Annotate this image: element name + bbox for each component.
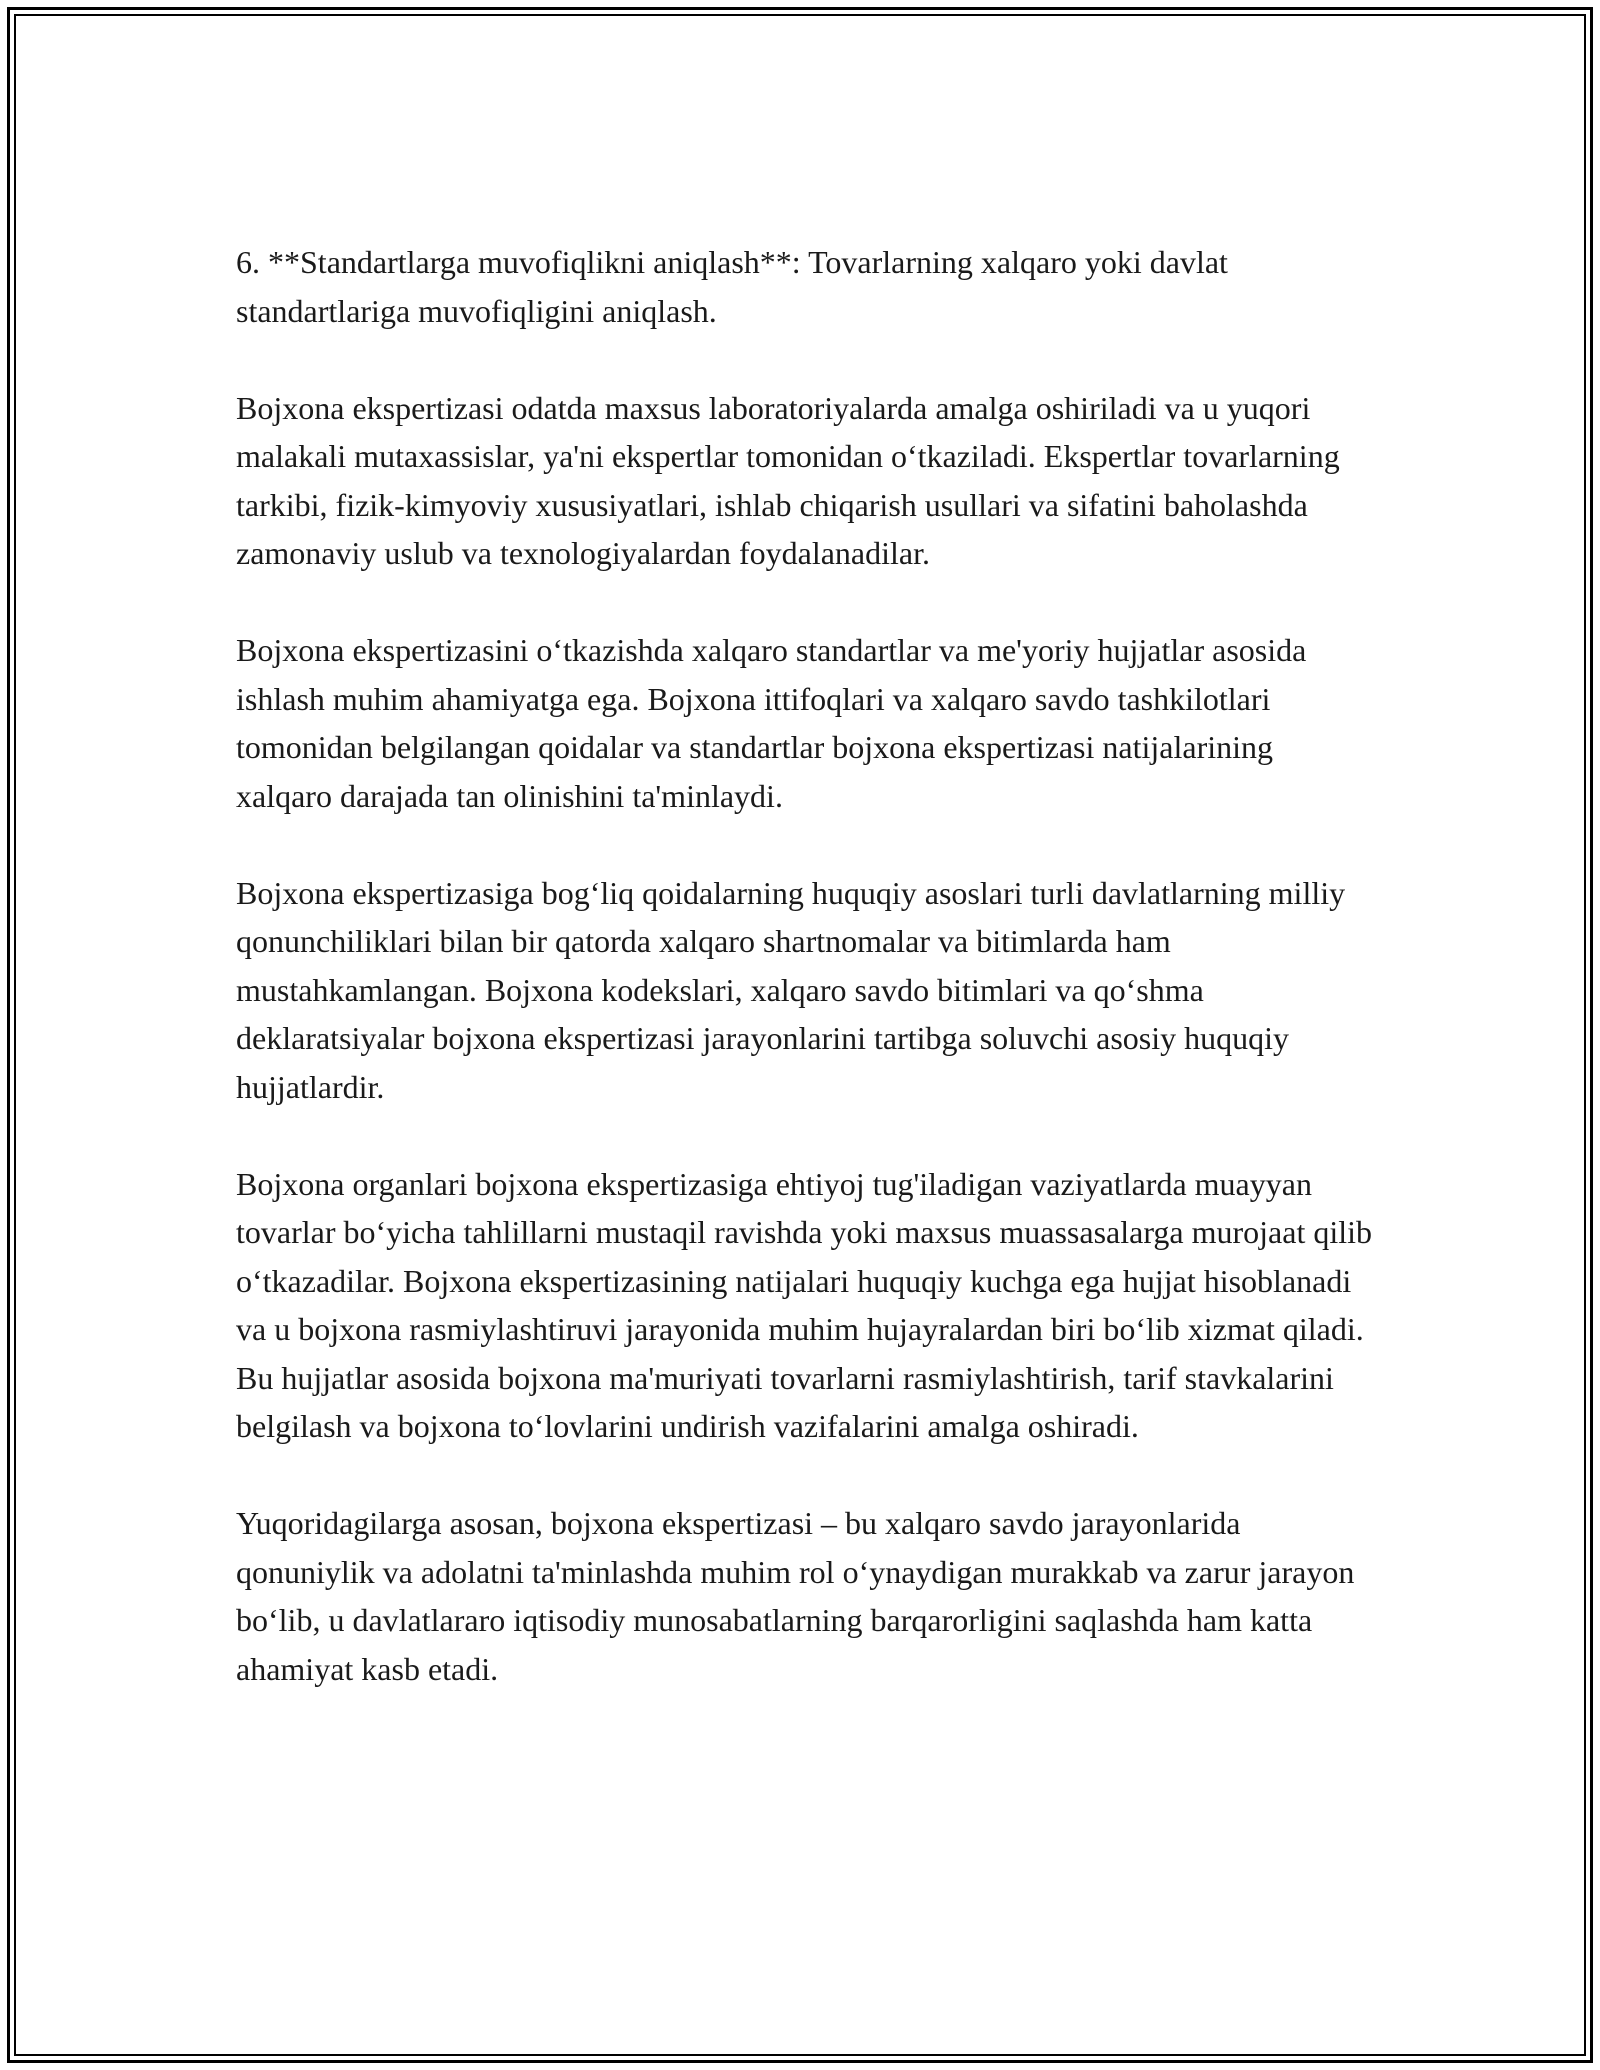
paragraph-international-standards: Bojxona ekspertizasini o‘tkazishda xalqaro standartlar va me'yoriy hujjatlar asosida ishlash muhim ahamiyatga ega. Bojxona ittifoqlari va xalqaro savdo tashkilotlari tomonidan belgilangan qoidalar va standartlar bojxona ekspertizasi natijalarining xalqaro darajada tan olinishini ta'minlaydi. — [236, 632, 1307, 814]
document-body — [236, 238, 1376, 1693]
paragraph-customs-authorities: Bojxona organlari bojxona ekspertizasiga ehtiyoj tug'iladigan vaziyatlarda muayyan tovarlar bo‘yicha tahlillarni mustaqil ravishda yoki maxsus muassasalarga murojaat qilib o‘tkazadilar. Bojxona ekspertizasining natijalari huquqiy kuchga ega hujjat hisoblanadi va u bojxona rasmiylashtiruvi jarayonida muhim hujayralardan biri bo‘lib xizmat qiladi. Bu hujjatlar asosida bojxona ma'muriyati tovarlarni rasmiylashtirish, tarif stavkalarini belgilash va bojxona to‘lovlarini undirish vazifalarini amalga oshiradi. — [236, 1165, 1373, 1444]
paragraph-legal-basis: Bojxona ekspertizasiga bog‘liq qoidalarning huquqiy asoslari turli davlatlarning milliy qonunchiliklari bilan bir qatorda xalqaro shartnomalar va bitimlarda ham mustahkamlangan. Bojxona kodekslari, xalqaro savdo bitimlari va qo‘shma deklaratsiyalar bojxona ekspertizasi jarayonlarini tartibga soluvchi asosiy huquqiy hujjatlardir. — [236, 874, 1346, 1105]
paragraph-standards-compliance: 6. **Standartlarga muvofiqlikni aniqlash**: Tovarlarning xalqaro yoki davlat standartlariga muvofiqligini aniqlash. — [236, 244, 1228, 329]
paragraph-conclusion: Yuqoridagilarga asosan, bojxona ekspertizasi – bu xalqaro savdo jarayonlarida qonuniylik va adolatni ta'minlashda muhim rol o‘ynaydigan murakkab va zarur jarayon bo‘lib, u davlatlararo iqtisodiy munosabatlarning barqarorligini saqlashda ham katta ahamiyat kasb etadi. — [236, 1505, 1355, 1687]
paragraph-laboratory-expertise: Bojxona ekspertizasi odatda maxsus laboratoriyalarda amalga oshiriladi va u yuqori malakali mutaxassislar, ya'ni ekspertlar tomonidan o‘tkaziladi. Ekspertlar tovarlarning tarkibi, fizik-kimyoviy xususiyatlari, ishlab chiqarish usullari va sifatini baholashda zamonaviy uslub va texnologiyalardan foydalanadilar. — [236, 389, 1340, 571]
